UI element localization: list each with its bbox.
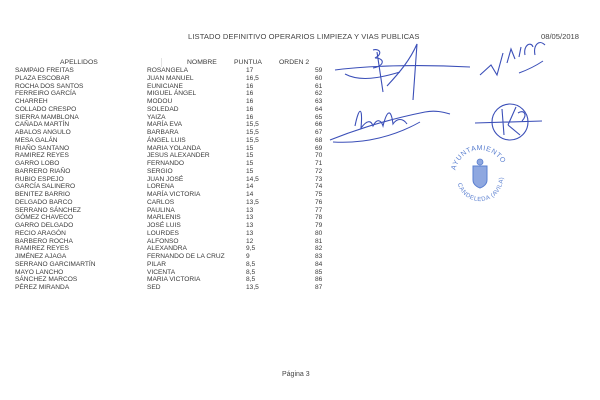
cell-puntua: 16 <box>246 90 254 98</box>
cell-apellidos: BARBERO ROCHA <box>15 237 73 245</box>
cell-apellidos: RUBIO ESPEJO <box>15 175 64 183</box>
cell-puntua: 9 <box>246 253 250 260</box>
cell-puntua: 14 <box>246 183 254 191</box>
cell-nombre: PAULINA <box>147 206 175 214</box>
signature-3 <box>325 100 455 150</box>
cell-puntua: 16 <box>246 105 254 113</box>
cell-puntua: 17 <box>246 67 254 74</box>
cell-orden: 80 <box>315 229 323 237</box>
cell-puntua: 13,5 <box>246 198 259 206</box>
cell-puntua: 15 <box>246 152 254 160</box>
cell-apellidos: DELGADO BARCO <box>15 198 73 206</box>
cell-puntua: 13 <box>246 229 254 237</box>
cell-orden: 64 <box>315 105 323 113</box>
cell-nombre: ALFONSO <box>147 237 179 245</box>
cell-nombre: CARLOS <box>147 198 175 206</box>
cell-puntua: 9,5 <box>246 245 256 253</box>
cell-apellidos: CHARREH <box>15 98 48 105</box>
cell-nombre: MIGUEL ÁNGEL <box>147 90 197 98</box>
cell-orden: 74 <box>315 183 323 191</box>
cell-puntua: 15,5 <box>246 121 259 129</box>
cell-nombre: SOLEDAD <box>147 105 179 113</box>
cell-puntua: 14 <box>246 191 254 198</box>
cell-puntua: 15 <box>246 144 254 152</box>
cell-puntua: 15 <box>246 160 254 167</box>
page-number: Página 3 <box>282 371 310 378</box>
cell-apellidos: GARRO DELGADO <box>15 222 74 229</box>
cell-puntua: 15 <box>246 167 254 175</box>
cell-nombre: MARIA YOLANDA <box>147 144 201 152</box>
cell-nombre: VICENTA <box>147 268 176 276</box>
cell-puntua: 16 <box>246 113 254 121</box>
cell-puntua: 8,5 <box>246 268 256 276</box>
cell-apellidos: MAYO LANCHO <box>15 268 64 276</box>
cell-orden: 81 <box>315 237 323 245</box>
cell-apellidos: RECIO ARAGÓN <box>15 229 66 237</box>
cell-orden: 76 <box>315 198 323 206</box>
cell-puntua: 8,5 <box>246 276 256 284</box>
cell-nombre: ROSANGELA <box>147 67 189 74</box>
cell-apellidos: GÓMEZ CHAVECO <box>15 214 74 222</box>
cell-nombre: BARBARA <box>147 129 179 136</box>
cell-orden: 67 <box>315 129 323 136</box>
stamp-top-text: AYUNTAMIENTO <box>450 144 507 171</box>
cell-nombre: FERNANDO <box>147 160 184 167</box>
cell-apellidos: RAMIREZ REYES <box>15 152 69 160</box>
ayuntamiento-stamp <box>445 140 515 210</box>
cell-nombre: ALEXANDRA <box>147 245 187 253</box>
cell-puntua: 13 <box>246 214 254 222</box>
cell-orden: 66 <box>315 121 323 129</box>
header-divider <box>161 58 162 67</box>
cell-apellidos: ROCHA DOS SANTOS <box>15 82 84 90</box>
cell-apellidos: RAMIREZ REYES <box>15 245 69 253</box>
cell-nombre: YAIZA <box>147 113 166 121</box>
cell-orden: 83 <box>315 253 323 260</box>
cell-apellidos: SERRANO SÁNCHEZ <box>15 206 81 214</box>
cell-nombre: JESUS ALEXANDER <box>147 152 210 160</box>
cell-orden: 87 <box>315 284 323 291</box>
cell-nombre: JUAN MANUEL <box>147 74 194 82</box>
cell-orden: 86 <box>315 276 323 284</box>
cell-nombre: ÁNGEL LUIS <box>147 136 186 144</box>
cell-puntua: 16,5 <box>246 74 259 82</box>
stamp-bottom-text: CANDELEDA (AVILA) <box>455 176 506 204</box>
cell-puntua: 12 <box>246 237 254 245</box>
cell-apellidos: CAÑADA MARTÍN <box>15 121 70 129</box>
cell-apellidos: PLAZA ESCOBAR <box>15 74 70 82</box>
cell-orden: 65 <box>315 113 323 121</box>
header-orden: ORDEN 2 <box>279 59 310 66</box>
signature-1 <box>325 42 475 102</box>
cell-apellidos: MESA GALÁN <box>15 136 58 144</box>
cell-orden: 77 <box>315 206 323 214</box>
cell-puntua: 8,5 <box>246 260 256 268</box>
cell-puntua: 15,5 <box>246 129 259 136</box>
cell-apellidos: GARCÍA SALINERO <box>15 183 76 191</box>
cell-apellidos: FERREIRO GARCÍA <box>15 90 77 98</box>
cell-puntua: 16 <box>246 98 254 105</box>
cell-apellidos: BENITEZ BARRIO <box>15 191 70 198</box>
cell-nombre: SERGIO <box>147 167 173 175</box>
document-title: LISTADO DEFINITIVO OPERARIOS LIMPIEZA Y VIAS PUBLICAS <box>188 32 420 41</box>
cell-orden: 71 <box>315 160 323 167</box>
cell-orden: 59 <box>315 67 323 74</box>
cell-apellidos: SERRANO GARCIMARTÍN <box>15 260 96 268</box>
cell-puntua: 15,5 <box>246 136 259 144</box>
cell-nombre: FERNANDO DE LA CRUZ <box>147 253 225 260</box>
cell-orden: 73 <box>315 175 323 183</box>
cell-puntua: 13,5 <box>246 284 259 291</box>
cell-nombre: LORENA <box>147 183 175 191</box>
cell-nombre: MARÍA VICTORIA <box>147 191 201 198</box>
cell-nombre: MARIA VICTORIA <box>147 276 201 284</box>
cell-orden: 78 <box>315 214 323 222</box>
cell-nombre: JOSÉ LUIS <box>147 222 181 229</box>
cell-puntua: 13 <box>246 206 254 214</box>
cell-orden: 82 <box>315 245 323 253</box>
cell-orden: 62 <box>315 90 323 98</box>
cell-apellidos: RIAÑO SANTANO <box>15 144 70 152</box>
cell-orden: 72 <box>315 167 323 175</box>
cell-orden: 69 <box>315 144 323 152</box>
cell-apellidos: PÉREZ MIRANDA <box>15 284 70 291</box>
cell-orden: 70 <box>315 152 323 160</box>
cell-orden: 85 <box>315 268 323 276</box>
cell-apellidos: GARRO LOBO <box>15 160 60 167</box>
cell-apellidos: BARRERO RIAÑO <box>15 167 71 175</box>
document-date: 08/05/2018 <box>541 32 580 41</box>
cell-apellidos: SIERRA MAMBLONA <box>15 113 79 121</box>
header-apellidos: APELLIDOS <box>60 59 98 66</box>
cell-orden: 79 <box>315 222 323 229</box>
cell-orden: 84 <box>315 260 323 268</box>
cell-apellidos: ABALOS ANGULO <box>15 129 71 136</box>
cell-puntua: 16 <box>246 82 254 90</box>
cell-nombre: PILAR <box>147 260 167 268</box>
cell-nombre: SED <box>147 284 161 291</box>
header-puntua: PUNTUA <box>234 59 262 66</box>
cell-apellidos: JIMÉNEZ AJAGA <box>15 253 67 260</box>
cell-nombre: MARÍA EVA <box>147 121 183 129</box>
cell-orden: 63 <box>315 98 323 105</box>
cell-nombre: LOURDES <box>147 229 179 237</box>
cell-nombre: MARLENIS <box>147 214 181 222</box>
cell-apellidos: SÁNCHEZ MARCOS <box>15 276 78 284</box>
cell-orden: 68 <box>315 136 323 144</box>
cell-orden: 61 <box>315 82 323 90</box>
header-nombre: NOMBRE <box>187 59 217 66</box>
signature-2 <box>475 35 560 80</box>
cell-orden: 75 <box>315 191 323 198</box>
cell-orden: 60 <box>315 74 323 82</box>
cell-apellidos: COLLADO CRESPO <box>15 105 77 113</box>
cell-nombre: EUNICIANE <box>147 82 183 90</box>
cell-nombre: MODOU <box>147 98 173 105</box>
cell-puntua: 13 <box>246 222 254 229</box>
cell-puntua: 14,5 <box>246 175 259 183</box>
cell-nombre: JUAN JOSÉ <box>147 175 184 183</box>
cell-apellidos: SAMPAIO FREITAS <box>15 67 74 74</box>
